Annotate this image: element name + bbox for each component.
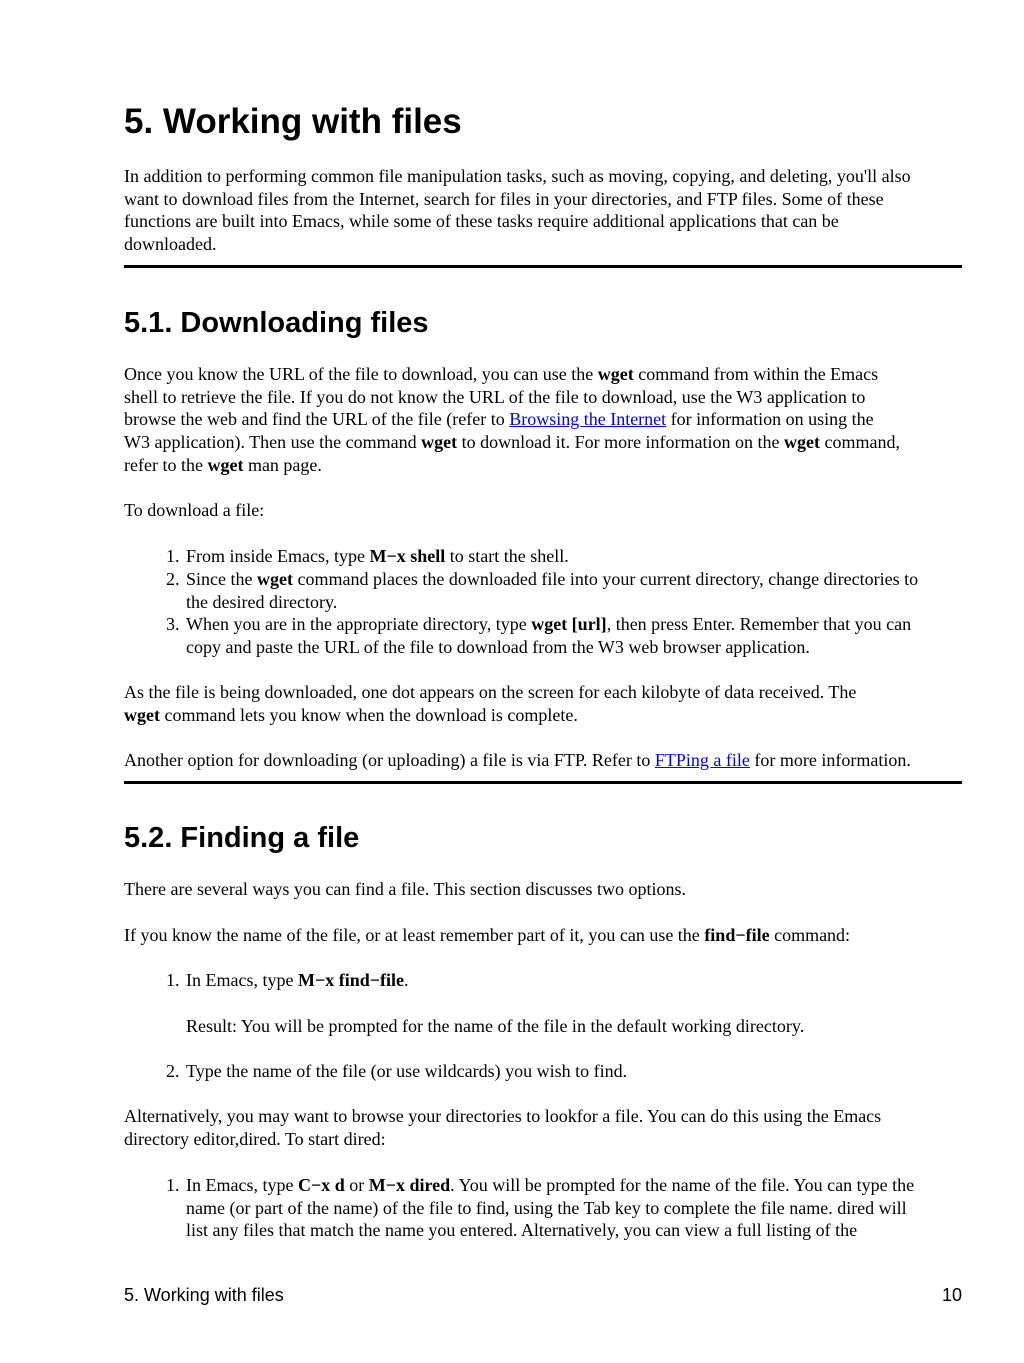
section-title-finding: 5.2. Finding a file <box>124 822 360 854</box>
download-intro: To download a file: <box>124 500 265 520</box>
list-item: 1. In Emacs, type M−x find−file. <box>166 970 409 990</box>
intro-paragraph: In addition to performing common file manipulation tasks, such as moving, copying, and deleting, you'll also want to download files from the Internet, search for files in your directories, and FTP files. Some of these functions are built into Emacs, while some of these tasks require additional applications that can be downloaded. <box>124 166 911 255</box>
section-divider <box>124 265 962 268</box>
footer-chapter-title: 5. Working with files <box>124 1285 284 1305</box>
browsing-internet-link[interactable]: Browsing the Internet <box>509 409 667 430</box>
list-item: 1. In Emacs, type C−x d or M−x dired. You will be prompted for the name of the file. You can type the name (or part of the name) of the file to find, using the Tab key to complete the file name. dired will list any files that match the name you entered. Alternatively, you can view a full listing of the <box>166 1175 915 1241</box>
ftp-paragraph: Another option for downloading (or uploading) a file is via FTP. Refer to FTPing a file for more information. <box>124 750 911 770</box>
list-item: 1. From inside Emacs, type M−x shell to start the shell. <box>166 546 569 566</box>
page-title: 5. Working with files <box>124 102 462 141</box>
find-file-paragraph: If you know the name of the file, or at least remember part of it, you can use the find−file command: <box>124 925 851 945</box>
ftping-file-link[interactable]: FTPing a file <box>654 750 750 770</box>
download-progress-paragraph: As the file is being downloaded, one dot appears on the screen for each kilobyte of data received. The wget command lets you know when the download is complete. <box>124 682 857 725</box>
list-item: 2. Type the name of the file (or use wildcards) you wish to find. <box>166 1061 628 1081</box>
list-item-result: Result: You will be prompted for the name of the file in the default working directory. <box>186 1016 805 1036</box>
list-item: 3. When you are in the appropriate directory, type wget [url], then press Enter. Remember that you can copy and paste the URL of the file to download from the W3 web browser application. <box>166 614 912 657</box>
finding-intro: There are several ways you can find a file. This section discusses two options. <box>124 879 687 899</box>
list-item: 2. Since the wget command places the downloaded file into your current directory, change directories to the desired directory. <box>166 569 919 612</box>
downloading-paragraph: Once you know the URL of the file to download, you can use the wget command from within the Emacs shell to retrieve the file. If you do not know the URL of the file to download, use the W3 application to browse the web and find the URL of the file (refer to Browsing the Internet for information on using the W3 application). Then use the command wget to download it. For more information on the wget command, refer to the wget man page. <box>124 364 900 475</box>
dired-paragraph: Alternatively, you may want to browse your directories to lookfor a file. You can do this using the Emacs directory editor,dired. To start dired: <box>124 1106 882 1149</box>
section-title-downloading: 5.1. Downloading files <box>124 307 429 339</box>
footer-page-number: 10 <box>941 1285 962 1305</box>
section-divider <box>124 781 962 784</box>
